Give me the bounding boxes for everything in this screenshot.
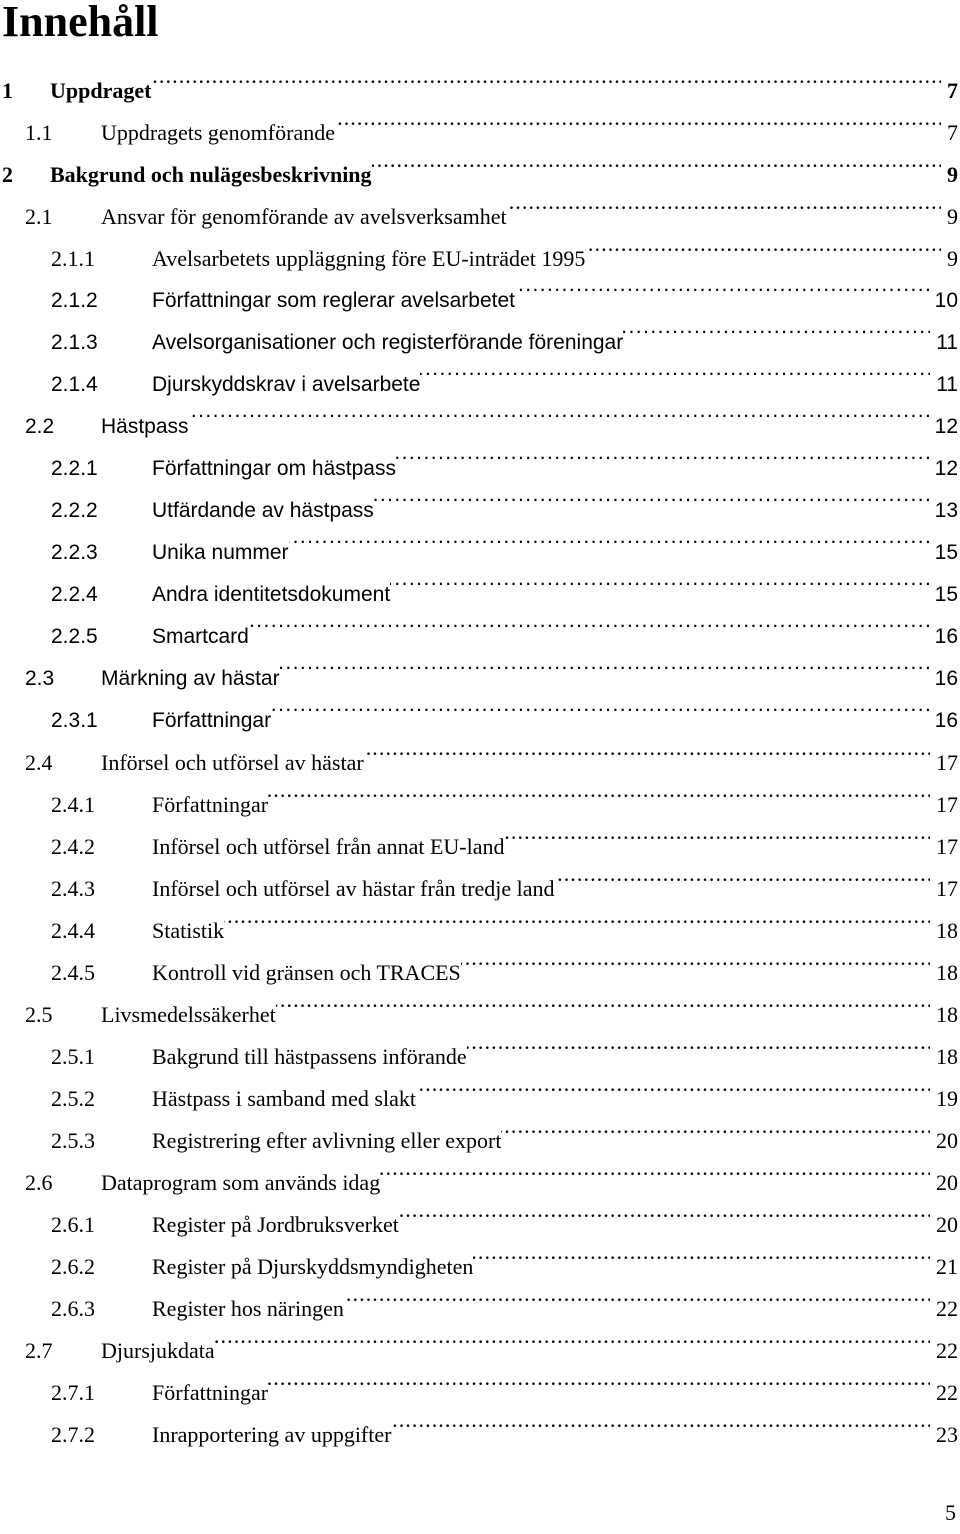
toc-entry-label: Uppdraget: [50, 78, 152, 103]
toc-entry[interactable]: [2, 154, 958, 196]
toc-entry-page: 17: [936, 750, 958, 775]
toc-dot-leader: [372, 160, 941, 182]
toc-entry-number: 1.1: [25, 120, 53, 145]
toc-entry-page: 23: [936, 1422, 958, 1447]
toc-entry-number: 2.3.1: [51, 709, 98, 732]
toc-dot-leader: [268, 1378, 930, 1400]
toc-entry-number: 2.6: [25, 1170, 53, 1195]
toc-entry-page: 12: [934, 415, 958, 438]
toc-entry-page: 19: [936, 1086, 958, 1111]
toc-entry[interactable]: [25, 658, 958, 700]
toc-dot-leader: [249, 622, 929, 643]
toc-entry-label: Dataprogram som används idag: [101, 1170, 381, 1195]
toc-entry-label: Register hos näringen: [152, 1296, 344, 1321]
toc-entry-label: Märkning av hästar: [101, 667, 280, 690]
toc-entry-label: Register på Djurskyddsmyndigheten: [152, 1254, 474, 1279]
toc-dot-leader: [224, 916, 930, 938]
toc-entry-number: 2.5.3: [51, 1128, 95, 1153]
toc-entry-label: Kontroll vid gränsen och TRACES: [152, 960, 461, 985]
toc-dot-leader: [374, 496, 929, 517]
toc-entry[interactable]: [51, 532, 958, 574]
toc-entry[interactable]: [51, 1078, 958, 1120]
toc-entry[interactable]: [51, 700, 958, 742]
toc-entry[interactable]: [51, 1204, 958, 1246]
toc-dot-leader: [585, 244, 941, 266]
toc-entry-label: Införsel och utförsel från annat EU-land: [152, 834, 505, 859]
toc-dot-leader: [280, 664, 929, 685]
toc-entry[interactable]: [51, 826, 958, 868]
toc-entry-number: 2.4.5: [51, 960, 95, 985]
toc-entry-label: Register på Jordbruksverket: [152, 1212, 399, 1237]
toc-dot-leader: [344, 1294, 930, 1316]
toc-dot-leader: [396, 454, 929, 475]
toc-entry-label: Livsmedelssäkerhet: [101, 1002, 276, 1027]
toc-entry-number: 2.1.1: [51, 246, 95, 271]
toc-entry[interactable]: [25, 406, 958, 448]
toc-entry-page: 12: [934, 457, 958, 480]
toc-entry-number: 2.6.1: [51, 1212, 95, 1237]
toc-entry-label: Hästpass: [101, 415, 189, 438]
toc-entry-number: 2.4: [25, 750, 53, 775]
toc-entry-label: Unika nummer: [152, 541, 289, 564]
toc-entry-label: Författningar: [152, 709, 272, 732]
toc-entry[interactable]: [51, 280, 958, 322]
toc-dot-leader: [467, 1042, 930, 1064]
toc-entry-number: 2.5: [25, 1002, 53, 1027]
toc-entry-page: 10: [934, 289, 958, 312]
toc-entry[interactable]: [51, 364, 958, 406]
toc-entry-number: 2.2.4: [51, 583, 98, 606]
toc-entry-number: 2.7: [25, 1338, 53, 1363]
toc-entry-page: 9: [947, 162, 958, 187]
toc-dot-leader: [399, 1210, 930, 1232]
toc-entry-number: 2.1.3: [51, 331, 98, 354]
toc-entry-page: 18: [936, 960, 958, 985]
toc-entry[interactable]: [51, 1372, 958, 1414]
toc-entry-number: 2: [2, 162, 13, 187]
toc-entry-label: Andra identitetsdokument: [152, 583, 391, 606]
toc-entry-label: Djurskyddskrav i avelsarbete: [152, 373, 421, 396]
toc-entry[interactable]: [2, 70, 958, 112]
toc-dot-leader: [507, 202, 941, 224]
toc-entry[interactable]: [51, 490, 958, 532]
toc-entry[interactable]: [51, 322, 958, 364]
toc-entry-number: 2.1: [25, 204, 53, 229]
toc-entry-number: 2.5.1: [51, 1044, 95, 1069]
toc-dot-leader: [271, 706, 929, 727]
toc-entry-number: 2.1.4: [51, 373, 98, 396]
toc-dot-leader: [420, 370, 930, 391]
toc-entry-label: Införsel och utförsel av hästar från tredje land: [152, 876, 555, 901]
toc-entry-number: 2.4.2: [51, 834, 95, 859]
toc-entry[interactable]: [25, 1162, 958, 1204]
toc-entry-page: 18: [936, 1044, 958, 1069]
toc-dot-leader: [380, 1168, 930, 1190]
toc-entry-page: 22: [936, 1296, 958, 1321]
toc-entry-page: 16: [934, 667, 958, 690]
toc-entry-label: Avelsorganisationer och registerförande föreningar: [152, 331, 624, 354]
toc-entry-label: Hästpass i samband med slakt: [152, 1086, 416, 1111]
toc-entry-label: Bakgrund till hästpassens införande: [152, 1044, 467, 1069]
toc-entry[interactable]: [51, 910, 958, 952]
toc-entry-label: Utfärdande av hästpass: [152, 499, 374, 522]
toc-dot-leader: [473, 1252, 930, 1274]
toc-entry-page: 9: [947, 204, 958, 229]
toc-entry-label: Författningar: [152, 792, 269, 817]
toc-entry-label: Statistik: [152, 918, 225, 943]
toc-entry-page: 17: [936, 876, 958, 901]
toc-entry-page: 15: [934, 541, 958, 564]
toc-entry[interactable]: [25, 994, 958, 1036]
toc-entry-page: 17: [936, 834, 958, 859]
toc-dot-leader: [289, 538, 929, 559]
toc-entry-number: 2.3: [25, 667, 55, 690]
toc-entry-page: 9: [947, 246, 958, 271]
toc-entry-number: 2.7.2: [51, 1422, 95, 1447]
toc-entry[interactable]: [25, 112, 958, 154]
toc-entry-page: 21: [936, 1254, 958, 1279]
toc-entry-page: 17: [936, 792, 958, 817]
toc-entry-label: Införsel och utförsel av hästar: [101, 750, 364, 775]
toc-entry[interactable]: [25, 1330, 958, 1372]
toc-dot-leader: [335, 118, 941, 140]
toc-entry-label: Ansvar för genomförande av avelsverksamhet: [101, 204, 507, 229]
toc-entry[interactable]: [51, 1120, 958, 1162]
toc-dot-leader: [555, 874, 930, 896]
toc-dot-leader: [461, 958, 930, 980]
toc-entry-page: 11: [936, 373, 958, 396]
toc-entry-page: 16: [934, 709, 958, 732]
toc-entry[interactable]: [51, 1246, 958, 1288]
toc-dot-leader: [501, 1126, 930, 1148]
toc-entry-number: 2.4.4: [51, 918, 95, 943]
toc-entry-label: Författningar som reglerar avelsarbetet: [152, 289, 515, 312]
toc-entry-number: 2.2.3: [51, 541, 98, 564]
toc-entry[interactable]: [51, 574, 958, 616]
toc-entry[interactable]: [25, 742, 958, 784]
toc-dot-leader: [215, 1336, 930, 1358]
toc-entry-number: 2.4.1: [51, 792, 95, 817]
toc-entry-number: 2.6.3: [51, 1296, 95, 1321]
toc-entry-label: Uppdragets genomförande: [101, 120, 335, 145]
toc-entry-number: 2.6.2: [51, 1254, 95, 1279]
page-number: 5: [945, 1500, 956, 1525]
toc-entry-page: 7: [947, 120, 958, 145]
toc-entry-label: Författningar om hästpass: [152, 457, 396, 480]
toc-dot-leader: [364, 748, 930, 770]
toc-entry-page: 22: [936, 1380, 958, 1405]
toc-dot-leader: [623, 328, 930, 349]
toc-entry-page: 20: [936, 1128, 958, 1153]
toc-entry-page: 20: [936, 1170, 958, 1195]
toc-entry-number: 2.5.2: [51, 1086, 95, 1111]
toc-entry-page: 18: [936, 1002, 958, 1027]
toc-entry[interactable]: [51, 868, 958, 910]
toc-dot-leader: [390, 580, 928, 601]
toc-entry-number: 2.4.3: [51, 876, 95, 901]
toc-entry-label: Smartcard: [152, 625, 249, 648]
toc-dot-leader: [151, 76, 941, 98]
toc-dot-leader: [391, 1420, 930, 1442]
toc-entry-number: 2.2.2: [51, 499, 98, 522]
toc-entry-page: 20: [936, 1212, 958, 1237]
toc-entry[interactable]: [51, 952, 958, 994]
toc-dot-leader: [515, 286, 929, 307]
toc-entry[interactable]: [51, 448, 958, 490]
toc-entry[interactable]: [51, 784, 958, 826]
toc-dot-leader: [416, 1084, 930, 1106]
toc-entry[interactable]: [51, 616, 958, 658]
toc-entry-number: 1: [2, 78, 13, 103]
toc-entry[interactable]: [51, 1288, 958, 1330]
toc-entry-label: Inrapportering av uppgifter: [152, 1422, 392, 1447]
toc-entry[interactable]: [51, 1036, 958, 1078]
toc-entry-number: 2.1.2: [51, 289, 98, 312]
toc-dot-leader: [268, 790, 930, 812]
toc-entry-number: 2.2.1: [51, 457, 98, 480]
toc-entry-page: 11: [936, 331, 958, 354]
toc-dot-leader: [189, 412, 929, 433]
toc-entry-label: Djursjukdata: [101, 1338, 215, 1363]
toc-entry[interactable]: [25, 196, 958, 238]
toc-entry-number: 2.2: [25, 415, 55, 438]
toc-entry-label: Registrering efter avlivning eller export: [152, 1128, 502, 1153]
toc-entry-page: 18: [936, 918, 958, 943]
toc-dot-leader: [276, 1000, 930, 1022]
toc-dot-leader: [504, 832, 930, 854]
toc-entry-page: 7: [947, 78, 958, 103]
toc-entry-number: 2.7.1: [51, 1380, 95, 1405]
toc-entry-page: 22: [936, 1338, 958, 1363]
page-title: Innehåll: [2, 0, 159, 46]
toc-entry-label: Avelsarbetets uppläggning före EU-inträdet 1995: [152, 246, 586, 271]
toc-entry-page: 13: [934, 499, 958, 522]
toc-entry[interactable]: [51, 238, 958, 280]
toc-entry-page: 16: [934, 625, 958, 648]
toc-entry[interactable]: [51, 1414, 958, 1456]
toc-entry-number: 2.2.5: [51, 625, 98, 648]
toc-entry-label: Författningar: [152, 1380, 269, 1405]
toc-entry-page: 15: [934, 583, 958, 606]
toc-entry-label: Bakgrund och nulägesbeskrivning: [50, 162, 372, 187]
